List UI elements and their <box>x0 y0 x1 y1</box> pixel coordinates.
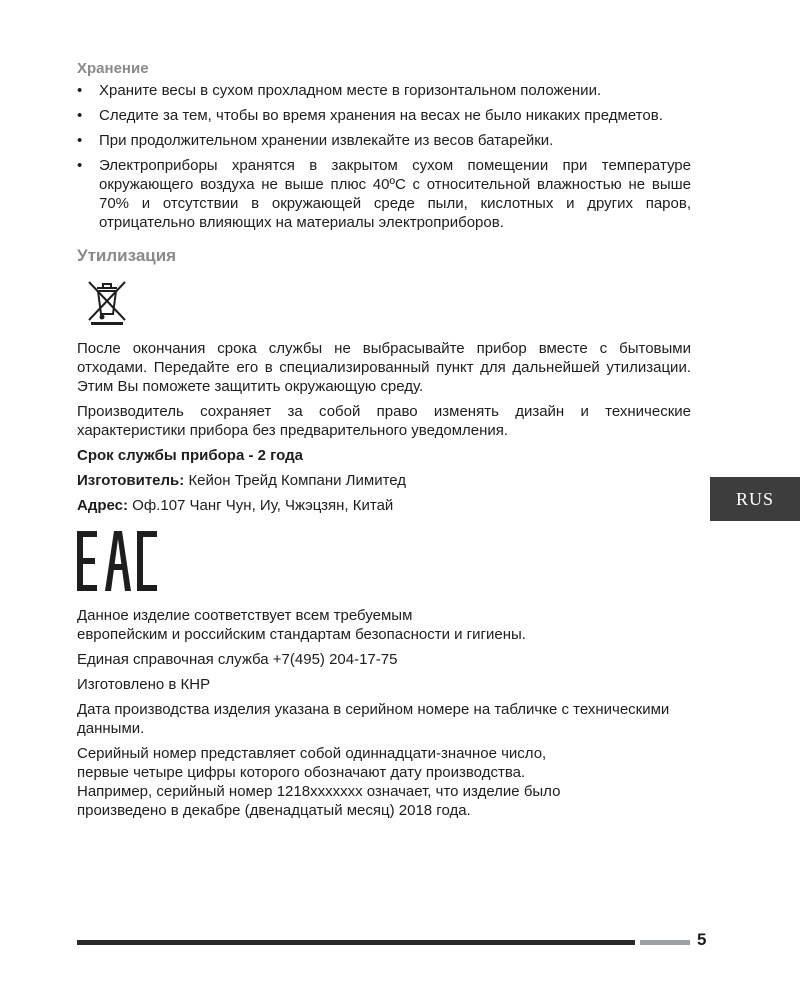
helpline: Единая справочная служба +7(495) 204-17-75 <box>77 651 398 668</box>
production-date-note: Дата производства изделия указана в серийном номере на табличке с техническими данными. <box>77 701 670 737</box>
address-label: Адрес: <box>77 497 128 514</box>
storage-heading: Хранение <box>77 60 149 77</box>
design-change-notice: Производитель сохраняет за собой право изменять дизайн и технические характеристики прибора без предварительного уведомления. <box>77 403 691 439</box>
address-value: Оф.107 Чанг Чун, Иу, Чжэцзян, Китай <box>132 497 394 514</box>
manufacturer-value: Кейон Трейд Компани Лимитед <box>188 472 407 489</box>
disposal-heading: Утилизация <box>77 246 177 265</box>
storage-list <box>77 81 691 232</box>
manufacturer-label: Изготовитель: <box>77 472 185 489</box>
list-item: • Храните весы в сухом прохладном месте в горизонтальном положении. <box>77 82 602 99</box>
list-item: • Электроприборы хранятся в закрытом сухом помещении при температуре окружающего воздуха не выше плюс 40ºC с относительной влажностью не выше 70% и отсутствии в окружающей среде пыли, кислотных и других паров, отрицательно влияющих на материалы электроприборов. <box>77 157 691 231</box>
made-in: Изготовлено в КНР <box>77 676 211 693</box>
address-line <box>77 496 691 515</box>
footer-rule-dark <box>77 940 635 945</box>
language-tab: RUS <box>710 477 800 521</box>
compliance-statement: Данное изделие соответствует всем требуемым европейским и российским стандартам безопасности и гигиены. <box>77 607 526 643</box>
crossed-out-wheelie-bin-icon <box>85 278 129 326</box>
serial-number-explanation: Серийный номер представляет собой одиннадцати-значное число, первые четыре цифры которого обозначают дату производства. Например, серийный номер 1218xxxxxxx означает, что изделие было произведено в декабре (двенадцатый месяц) 2018 года. <box>77 745 561 819</box>
service-life: Срок службы прибора - 2 года <box>77 447 304 464</box>
list-item: • Следите за тем, чтобы во время хранения на весах не было никаких предметов. <box>77 107 663 124</box>
page-content <box>77 60 691 826</box>
eac-logo <box>77 531 159 591</box>
list-item: • При продолжительном хранении извлекайте из весов батарейки. <box>77 132 554 149</box>
footer-rule-light <box>640 940 690 945</box>
page-number: 5 <box>697 930 707 949</box>
manufacturer-line <box>77 471 691 490</box>
disposal-paragraph: После окончания срока службы не выбрасывайте прибор вместе с бытовыми отходами. Передайте его в специализированный пункт для дальнейшей утилизации. Этим Вы поможете защитить окружающую среду. <box>77 340 691 395</box>
